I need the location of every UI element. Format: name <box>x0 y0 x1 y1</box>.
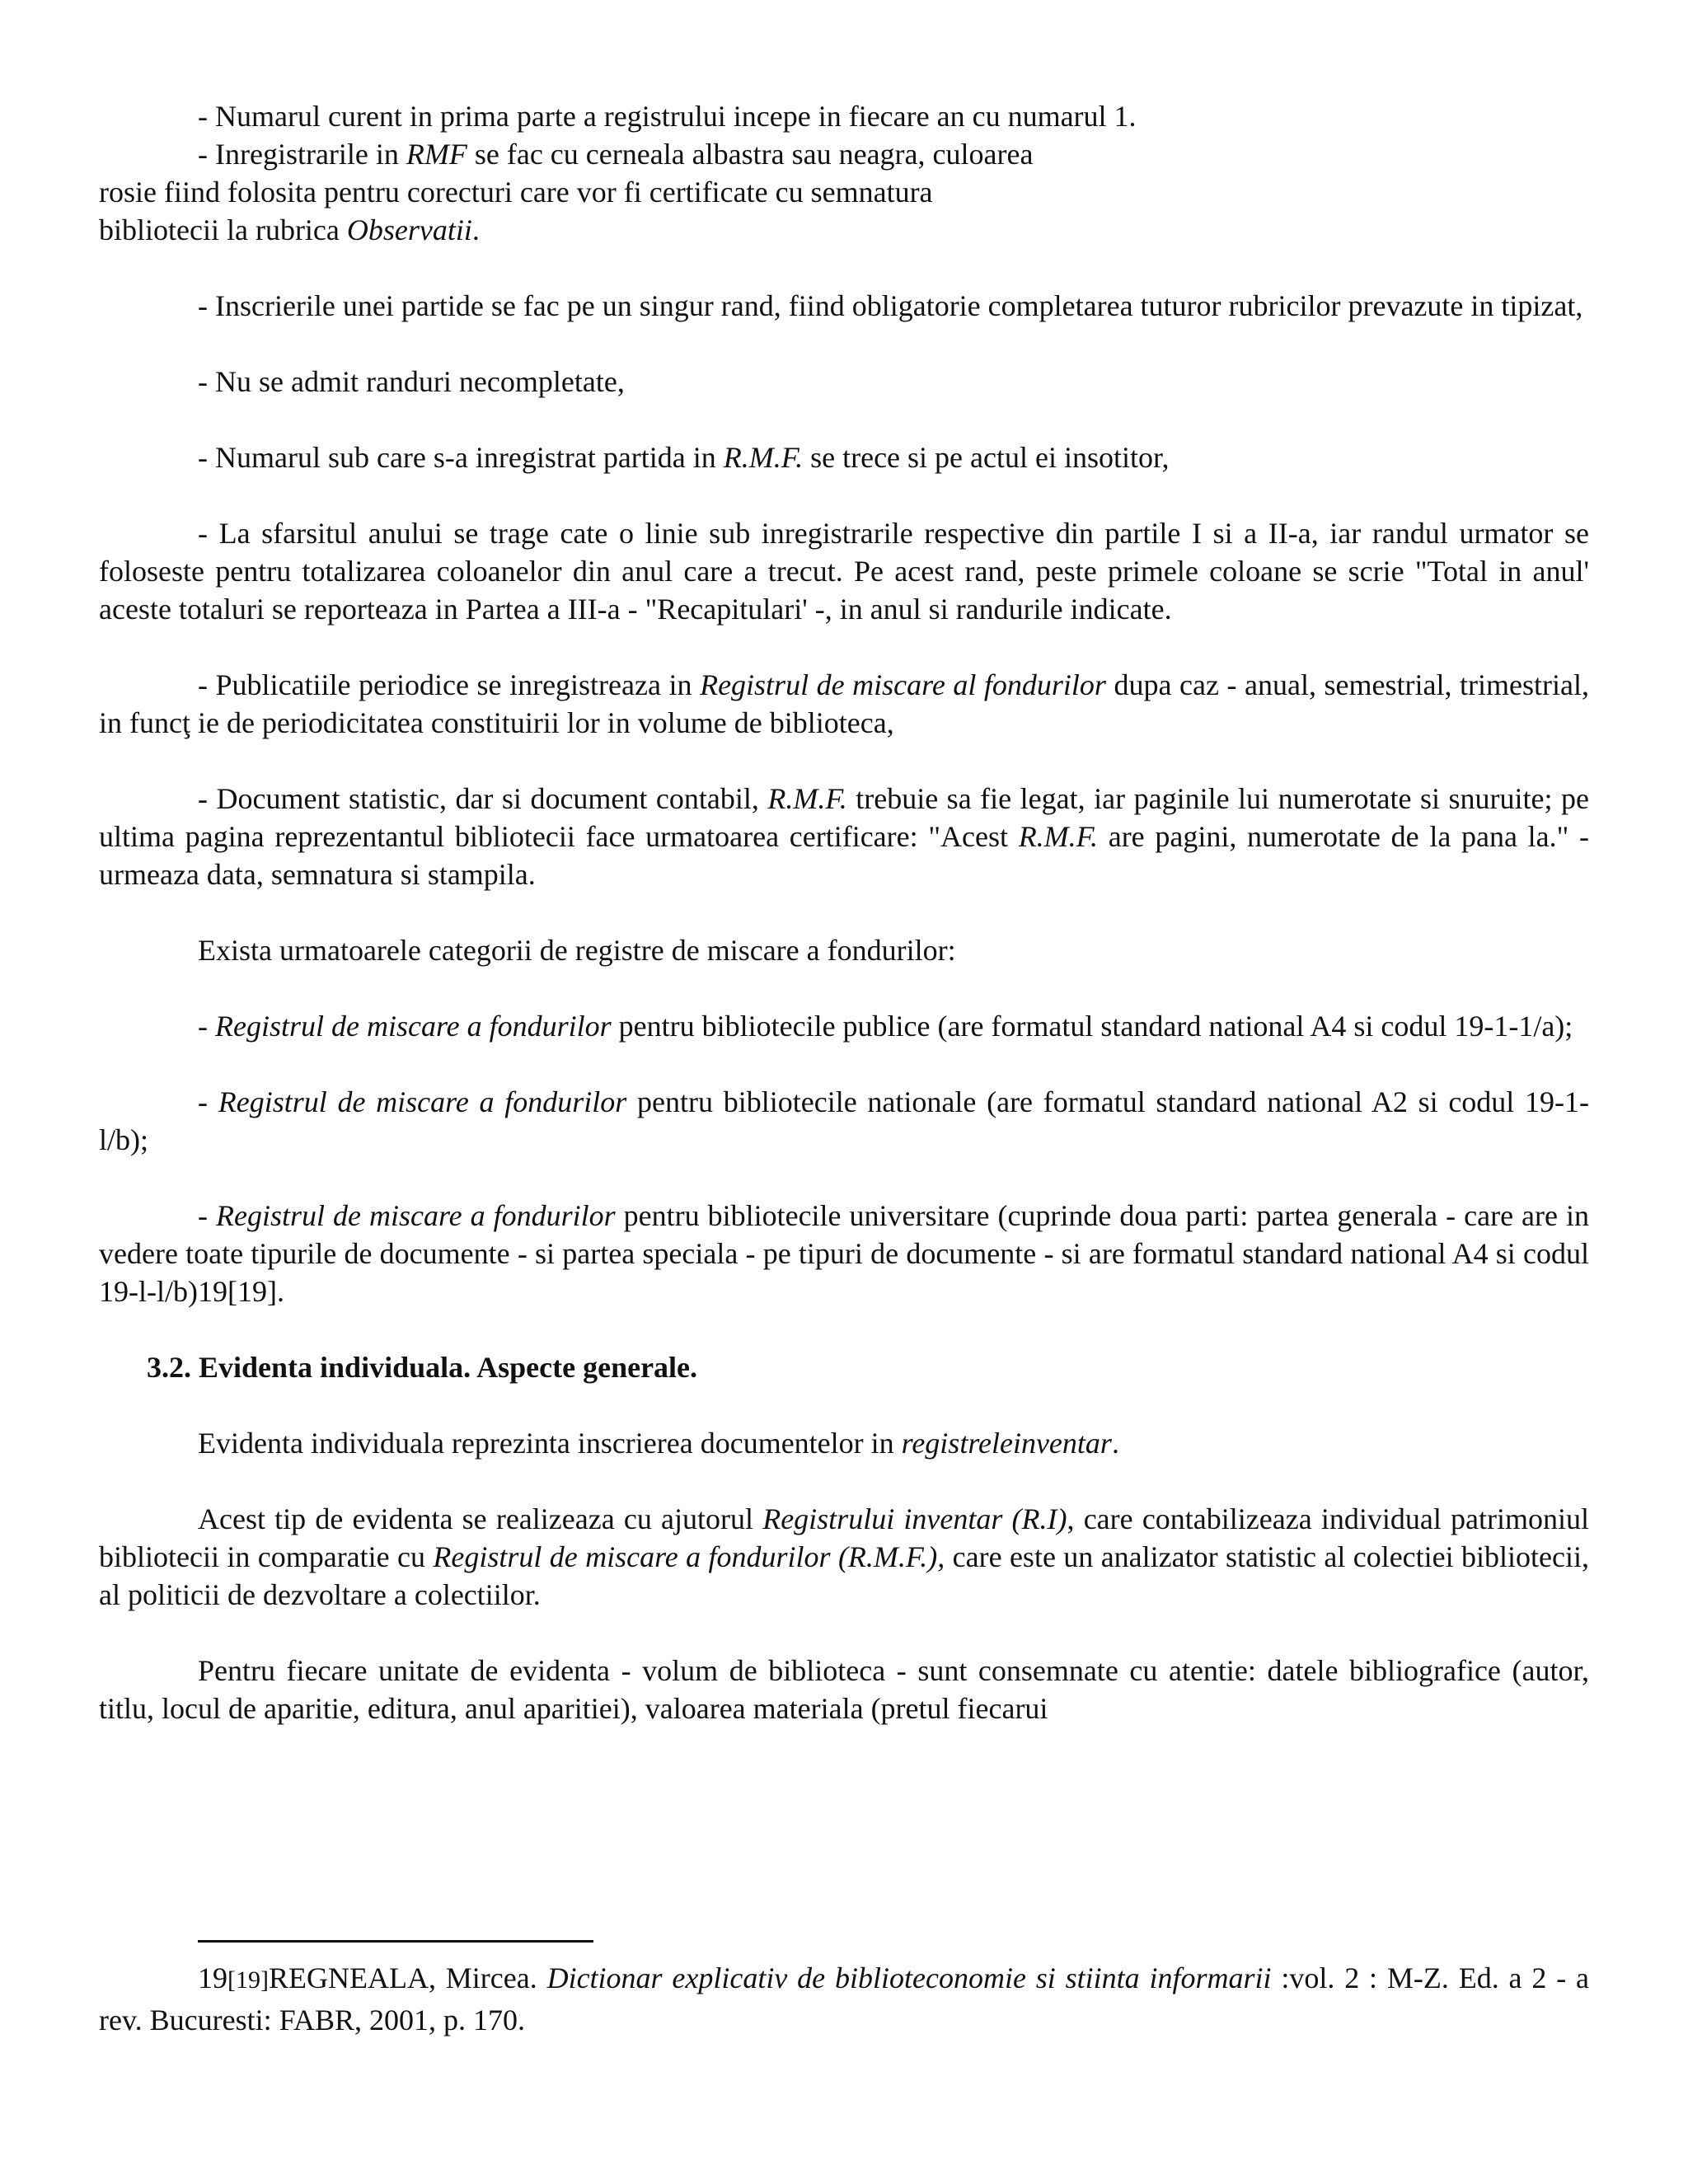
text: care este un analizator statistic al colectiei bibliotecii, al politicii de dezvoltare a colectiilor. <box>99 1540 1589 1611</box>
text: , care contabilizeaza individual patrimoniul bibliotecii in comparatie cu <box>99 1502 1590 1573</box>
spacer <box>99 401 1589 438</box>
text-italic: Observatii <box>346 213 472 246</box>
text: - Numarul sub care s-a inregistrat partida in <box>198 441 724 474</box>
spacer <box>99 742 1589 780</box>
spacer <box>99 1614 1589 1652</box>
text-italic: Registrul de miscare a fondurilor <box>215 1010 612 1043</box>
text-italic: R.M.F. <box>723 441 804 474</box>
footnote <box>99 1958 1589 2040</box>
text: pentru bibliotecile universitare (cuprinde doua parti: partea generala - care are in vedere toate tipurile de documente - si partea speciala - pe tipuri de documente - si are formatul standard national A4 si codul 19-l-l/b)19[19]. <box>99 1199 1590 1308</box>
text: - Inregistrarile in <box>198 138 406 171</box>
text-italic: Registrul de miscare al fondurilor <box>700 668 1106 701</box>
paragraph-numar-curent <box>99 97 1589 135</box>
text: Acest tip de evidenta se realizeaza cu ajutorul <box>198 1502 763 1535</box>
text: pentru bibliotecile publice (are formatul standard national A4 si codul 19-1-1/a); <box>611 1010 1573 1043</box>
text-italic: Registrului inventar (R.I) <box>762 1502 1067 1535</box>
text: - Numarul curent in prima parte a registrului incepe in fiecare an cu numarul 1. <box>198 100 1137 133</box>
paragraph-inregistrari <box>99 135 1589 249</box>
text: - Nu se admit randuri necompletate, <box>198 365 625 398</box>
footnote-title: Dictionar explicativ de biblioteconomie si stiinta informarii <box>546 1961 1272 1994</box>
text: - <box>198 1010 215 1043</box>
text: rosie fiind folosita pentru corecturi care vor fi certificate cu semnatura <box>99 176 933 209</box>
paragraph-inscrieri <box>99 287 1589 325</box>
spacer <box>99 893 1589 931</box>
text: - <box>198 1199 216 1232</box>
text: se trece si pe actul ei insotitor, <box>803 441 1170 474</box>
text-italic: Registrul de miscare a fondurilor <box>218 1085 627 1118</box>
text: - La sfarsitul anului se trage cate o linie sub inregistrarile respective din partile I si a II-a, iar randul urmator se foloseste pentru totalizarea coloanelor din anul care a trecut. Pe acest rand, peste primele coloane se scrie "Total in anul' aceste totaluri se reporteaza in Partea a III-a - "Recapitulari' -, in anul si randurile indicate. <box>99 517 1589 626</box>
text-italic: R.M.F. <box>1018 820 1099 853</box>
text: - Document statistic, dar si document contabil, <box>198 782 768 815</box>
spacer <box>99 1386 1589 1424</box>
paragraph-categorii <box>99 931 1589 969</box>
paragraph-registru-universitare <box>99 1197 1589 1310</box>
paragraph-tip-evidenta <box>99 1500 1589 1614</box>
footnote-author: REGNEALA, Mircea. <box>268 1961 547 1994</box>
document-body <box>99 97 1589 1727</box>
paragraph-publicatii <box>99 666 1589 742</box>
paragraph-evidenta-individuala <box>99 1424 1589 1462</box>
text: are pagini, numerotate de la pana la." - urmeaza data, semnatura si stampila. <box>99 820 1589 891</box>
paragraph-numar-partida <box>99 438 1589 476</box>
paragraph-sfarsit-an <box>99 514 1589 628</box>
footnote-ref: [19] <box>227 1966 269 1994</box>
footnote-separator <box>198 1940 593 1943</box>
text: se fac cu cerneala albastra sau neagra, culoarea <box>467 138 1034 171</box>
text: dupa caz - anual, semestrial, trimestrial, in funcţ ie de periodicitatea constituirii lor in volume de biblioteca, <box>99 668 1589 739</box>
text: trebuie sa fie legat, iar paginile lui numerotate si snuruite; pe ultima pagina reprezentantul bibliotecii face urmatoarea certificare: "Acest <box>99 782 1589 853</box>
footnote-details: :vol. 2 : M-Z. Ed. a 2 - a rev. Bucuresti: FABR, 2001, p. 170. <box>99 1961 1589 2036</box>
spacer <box>99 1045 1589 1083</box>
spacer <box>99 476 1589 514</box>
text: Exista urmatoarele categorii de registre de miscare a fondurilor: <box>198 934 956 967</box>
footnote-number: 19 <box>198 1961 227 1994</box>
text-italic: RMF <box>406 138 467 171</box>
text-italic: R.M.F. <box>767 782 847 815</box>
paragraph-document-statistic <box>99 780 1589 893</box>
spacer <box>99 325 1589 363</box>
spacer <box>99 1159 1589 1197</box>
text: - Inscrierile unei partide se fac pe un singur rand, fiind obligatorie completarea tuturor rubricilor prevazute in tipizat, <box>198 289 1583 322</box>
text-italic: Registrul de miscare a fondurilor (R.M.F.), <box>433 1540 945 1573</box>
paragraph-randuri <box>99 363 1589 401</box>
text: pentru bibliotecile nationale (are formatul standard national A2 si codul 19-1-l/b); <box>99 1085 1590 1156</box>
text-italic: Registrul de miscare a fondurilor <box>216 1199 616 1232</box>
text: - Publicatiile periodice se inregistreaza in <box>198 668 701 701</box>
text: - <box>198 1085 218 1118</box>
spacer <box>99 249 1589 287</box>
text: Pentru fiecare unitate de evidenta - volum de biblioteca - sunt consemnate cu atentie: datele bibliografice (autor, titlu, locul de aparitie, editura, anul aparitiei), valoarea materiala (pretul fiecarui <box>99 1654 1589 1725</box>
text: . <box>471 213 480 246</box>
spacer <box>99 1310 1589 1348</box>
paragraph-registru-nationale <box>99 1083 1589 1159</box>
text: bibliotecii la rubrica <box>99 213 347 246</box>
section-heading: 3.2. Evidenta individuala. Aspecte generale. <box>147 1351 698 1384</box>
spacer <box>99 969 1589 1007</box>
paragraph-registru-publice <box>99 1007 1589 1045</box>
text-italic: registreleinventar <box>901 1427 1112 1460</box>
text: . <box>1111 1427 1119 1460</box>
spacer <box>99 1462 1589 1500</box>
paragraph-unitate-evidenta <box>99 1652 1589 1727</box>
spacer <box>99 628 1589 666</box>
text: Evidenta individuala reprezinta inscrierea documentelor in <box>198 1427 902 1460</box>
